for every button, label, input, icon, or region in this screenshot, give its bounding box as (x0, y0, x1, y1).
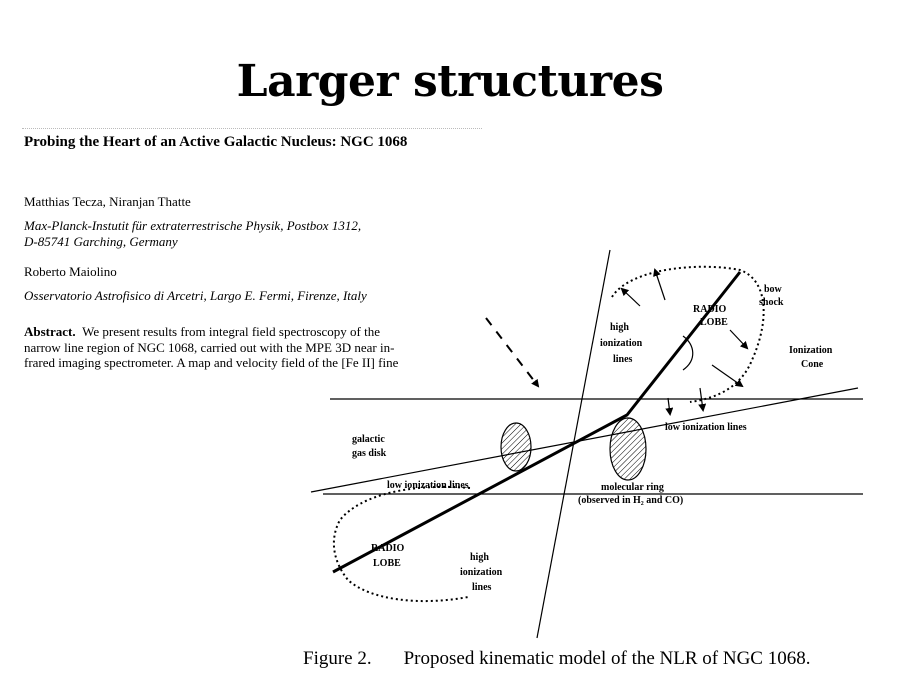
paper-authors: Matthias Tecza, Niranjan Thatte (24, 194, 191, 209)
high-ion-bottom-label-1: high (470, 552, 489, 563)
high-ion-top-label-2: ionization (600, 338, 643, 349)
molecular-ring-label-2: (observed in H₂ and CO) (578, 495, 684, 506)
galactic-disk-label-2: gas disk (352, 448, 387, 459)
high-ion-top-label-3: lines (613, 354, 633, 365)
radio-lobe-bottom-label-2: LOBE (373, 558, 401, 569)
paper-author2: Roberto Maiolino (24, 264, 117, 279)
low-ion-bottom-label: low ionization lines (387, 480, 469, 491)
paper-title: Probing the Heart of an Active Galactic Nucleus: NGC 1068 (24, 134, 408, 150)
molecular-ring-label-1: molecular ring (601, 482, 664, 493)
paper-affiliation-line2: D-85741 Garching, Germany (24, 234, 178, 249)
slide-title: Larger structures (236, 56, 664, 107)
radio-lobe-top-label-2: LOBE (700, 317, 728, 328)
ionization-cone-label-1: Ionization (789, 345, 833, 356)
abstract-line3: frared imaging spectrometer. A map and velocity field of the [Fe II] fine (24, 355, 399, 370)
radio-lobe-top-label-1: RADIO (693, 304, 727, 315)
low-ion-top-label: low ionization lines (665, 422, 747, 433)
molecular-ring-right (610, 418, 646, 480)
figure-caption-label: Figure 2. (303, 648, 372, 669)
ionization-cone-label-2: Cone (801, 359, 824, 370)
bow-shock-label-2: shock (759, 297, 784, 308)
abstract-line2: narrow line region of NGC 1068, carried out with the MPE 3D near in- (24, 339, 395, 355)
figure-caption (303, 648, 810, 670)
high-ion-bottom-label-3: lines (472, 582, 492, 593)
line-of-sight-arrow (486, 318, 538, 386)
abstract-line1: We present results from integral field spectroscopy of the (82, 324, 380, 339)
figure-caption-text: Proposed kinematic model of the NLR of NGC 1068. (403, 648, 811, 669)
ionization-cone-outline (612, 267, 764, 402)
bow-shock-label-1: bow (764, 284, 782, 295)
high-ion-bottom-label-2: ionization (460, 567, 503, 578)
high-ion-top-label-1: high (610, 322, 629, 333)
abstract-label: Abstract. (24, 324, 76, 339)
radio-lobe-bottom-label-1: RADIO (371, 543, 405, 554)
paper-affiliation2: Osservatorio Astrofisico di Arcetri, Largo E. Fermi, Firenze, Italy (24, 288, 367, 303)
galactic-disk-label-1: galactic (352, 434, 385, 445)
disk-inclined-line (311, 388, 858, 492)
paper-affiliation-line1: Max-Planck-Instutit für extraterrestrische Physik, Postbox 1312, (24, 218, 362, 233)
molecular-ring-left (501, 423, 531, 471)
